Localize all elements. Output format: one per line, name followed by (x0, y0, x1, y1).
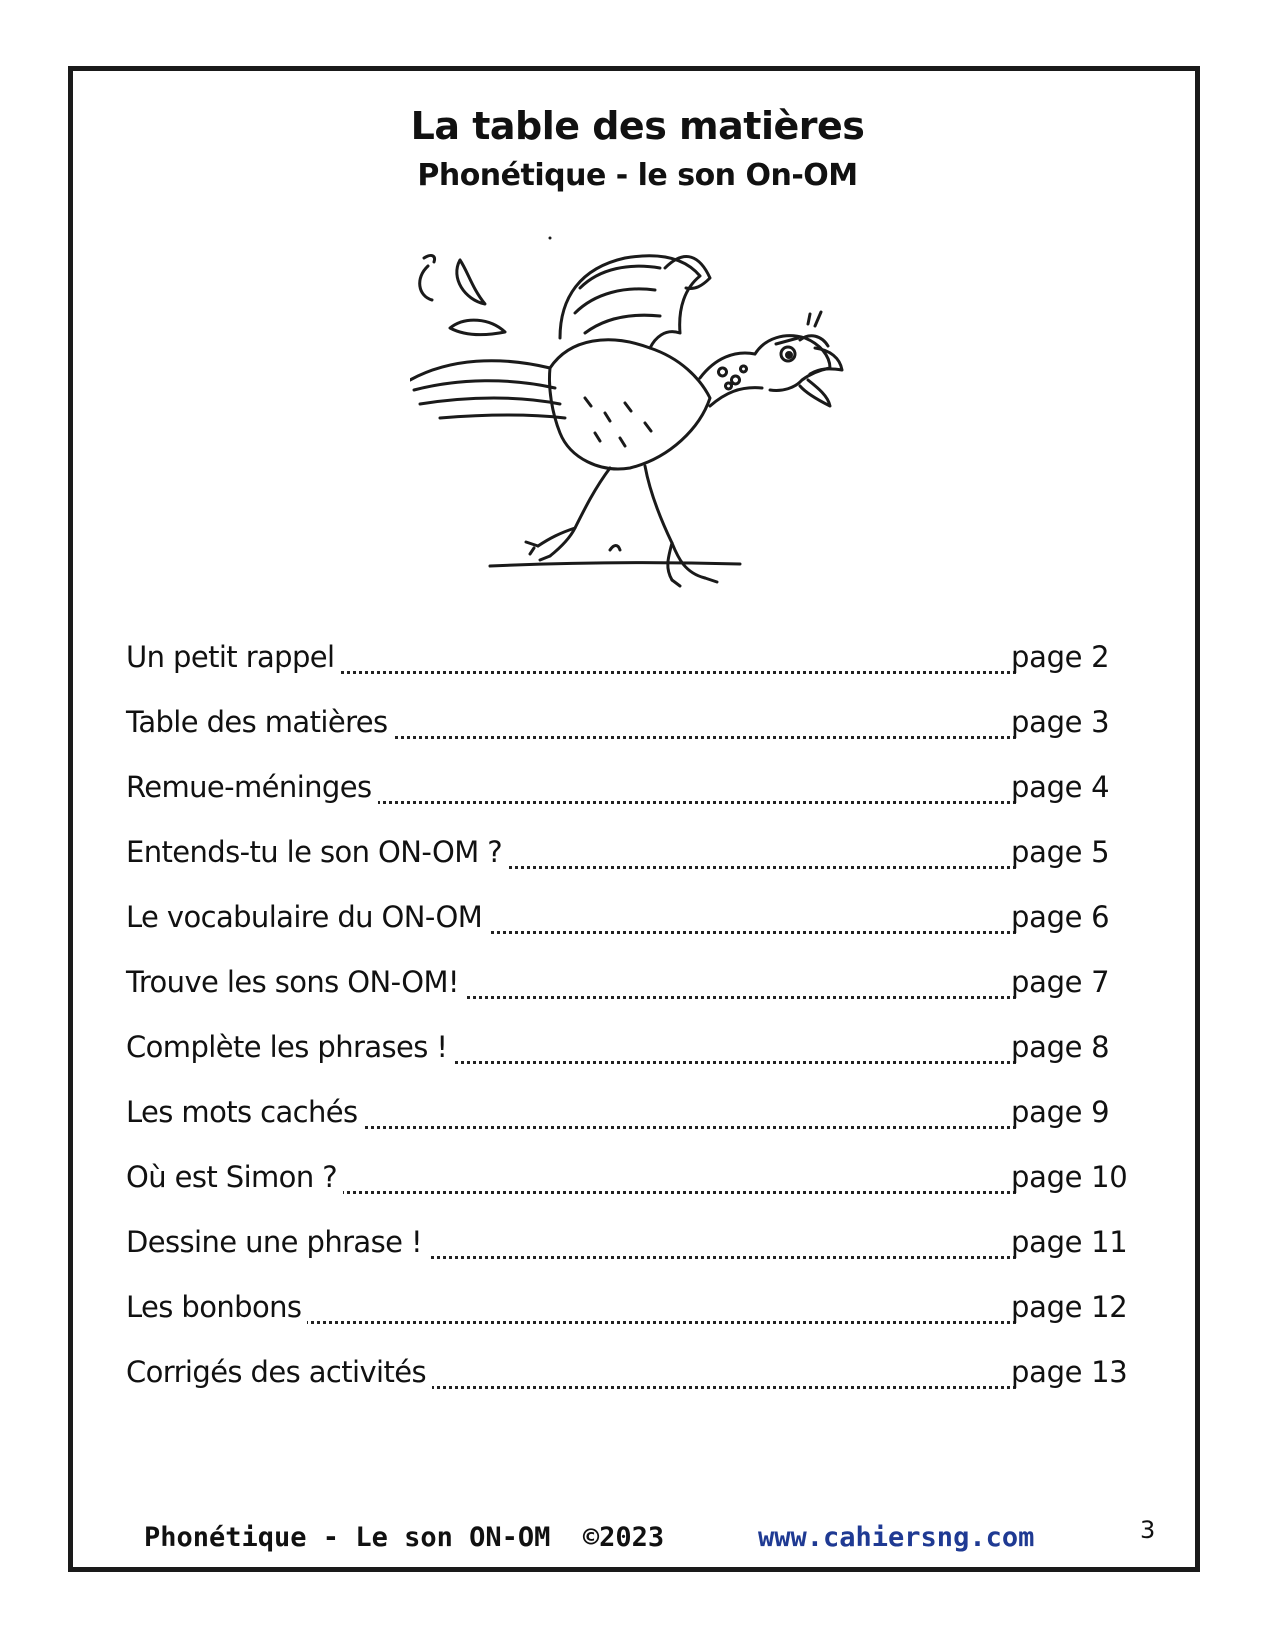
toc-entry-label: Entends-tu le son ON-OM ? (126, 835, 508, 869)
toc-entry-page: page 7 (1011, 965, 1110, 999)
toc-entry (126, 1290, 1126, 1334)
toc-entry-label: Table des matières (126, 705, 394, 739)
toc-entry-label: Corrigés des activités (126, 1355, 432, 1389)
toc-entry (126, 900, 1126, 944)
toc-entry-label: Un petit rappel (126, 640, 341, 674)
toc-entry-label: Complète les phrases ! (126, 1030, 453, 1064)
toc-entry (126, 1160, 1126, 1204)
toc-entry-label: Trouve les sons ON-OM! (126, 965, 465, 999)
toc-entry-label: Le vocabulaire du ON-OM (126, 900, 488, 934)
page-subtitle: Phonétique - le son On-OM (417, 158, 858, 193)
toc-entry (126, 835, 1126, 879)
toc-entry-page: page 13 (1011, 1355, 1128, 1389)
toc-entry-label: Les mots cachés (126, 1095, 364, 1129)
footer-website-link[interactable]: www.cahiersng.com (758, 1522, 1035, 1553)
toc-entry-label: Remue-méninges (126, 770, 378, 804)
toc-entry-label: Les bonbons (126, 1290, 307, 1324)
toc-entry-page: page 5 (1011, 835, 1110, 869)
toc-entry-label: Où est Simon ? (126, 1160, 343, 1194)
toc-entry (126, 965, 1126, 1009)
toc-entry (126, 705, 1126, 749)
toc-entry-page: page 2 (1011, 640, 1110, 674)
toc-entry-page: page 10 (1011, 1160, 1128, 1194)
footer-copyright: Phonétique - Le son ON-OM ©2023 (144, 1522, 665, 1553)
toc-entry-page: page 8 (1011, 1030, 1110, 1064)
toc-entry-page: page 9 (1011, 1095, 1110, 1129)
toc-entry (126, 1030, 1126, 1074)
toc-entry (126, 640, 1126, 684)
toc-entry (126, 1225, 1126, 1269)
page-number: 3 (1140, 1516, 1156, 1544)
toc-entry (126, 770, 1126, 814)
toc-entry-page: page 4 (1011, 770, 1110, 804)
toc-entry-page: page 6 (1011, 900, 1110, 934)
page-title: La table des matières (410, 104, 865, 148)
toc-entry-page: page 12 (1011, 1290, 1128, 1324)
toc-entry (126, 1355, 1126, 1399)
toc-entry-page: page 11 (1011, 1225, 1128, 1259)
running-bird-icon (410, 228, 870, 608)
toc-entry-label: Dessine une phrase ! (126, 1225, 428, 1259)
toc-entry (126, 1095, 1126, 1139)
toc-entry-page: page 3 (1011, 705, 1110, 739)
